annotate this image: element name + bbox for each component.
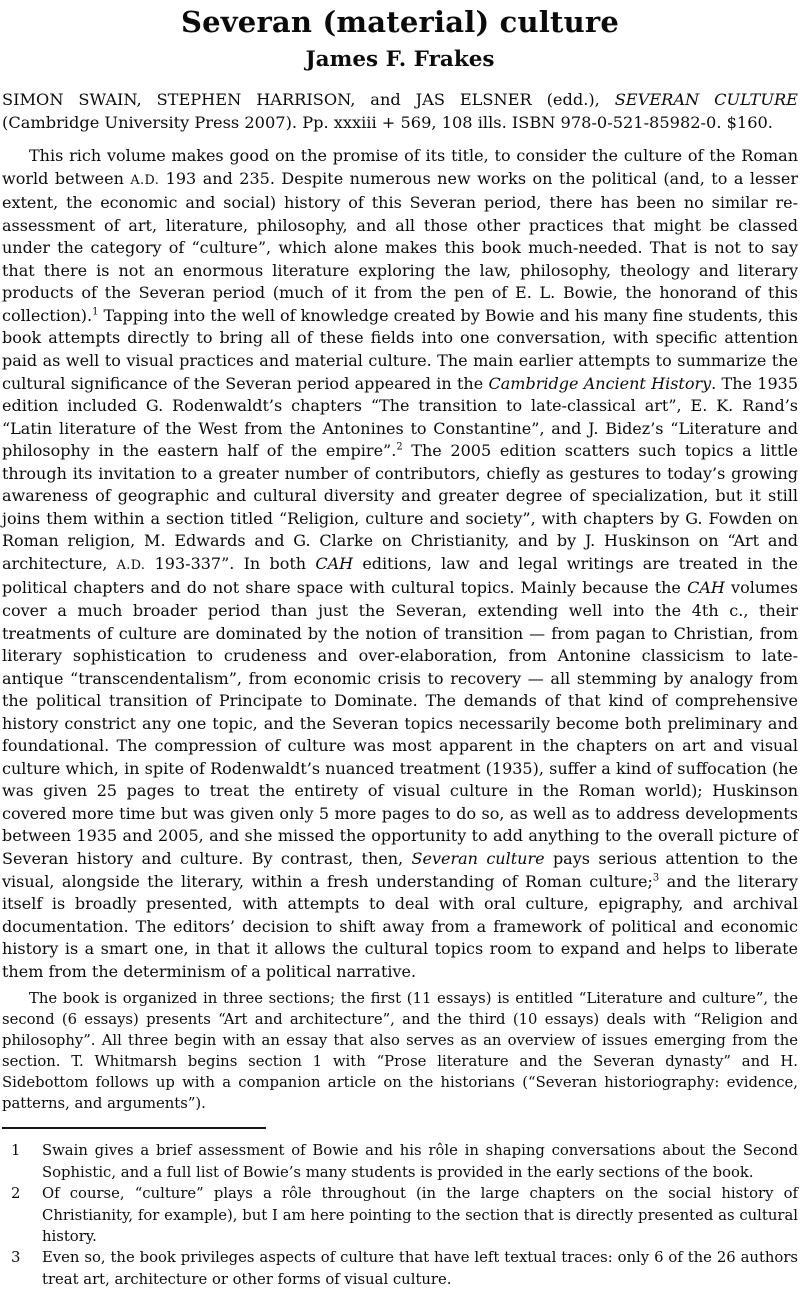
footnote-number: 2 (11, 1185, 21, 1203)
footnote-text: Even so, the book privileges aspects of culture that have left textual traces: only 6 of the 26 authors treat art, architecture or other forms of visual culture. (42, 1249, 798, 1288)
footnotes-section (2, 1140, 798, 1290)
review-paragraph: This rich volume makes good on the promise of its title, to consider the culture of the Roman world between A.D. 193 and 235. Despite numerous new works on the political (and, to a lesser extent, the economic and social) history of this Severan period, there has been no similar re-assessment of art, literature, philosophy, and all those other practices that might be classed under the category of “culture”, which alone makes this book much-needed. That is not to say that there is not an enormous literature exploring the law, philosophy, theology and literary products of the Severan period (much of it from the pen of E. L. Bowie, the honorand of this collection).$^1$ Tapping into the well of knowledge created by Bowie and his many fine students, this book attempts directly to bring all of these fields into one conversation, with specific attention paid as well to visual practices and material culture. The main earlier attempts to summarize the cultural significance of the Severan period appeared in the Cambridge Ancient History. The 1935 edition included G. Rodenwaldt’s chapters “The transition to late-classical art”, E. K. Rand’s “Latin literature of the West from the Antonines to Constantine”, and J. Bidez’s “Literature and philosophy in the eastern half of the empire”.$^2$ The 2005 edition scatters such topics a little through its invitation to a greater number of contributors, chiefly as gestures to today’s growing awareness of geographic and cultural diversity and greater degree of specialization, but it still joins them within a section titled “Religion, culture and society”, with chapters by G. Fowden on Roman religion, M. Edwards and G. Clarke on Christianity, and by J. Huskinson on “Art and architecture, A.D. 193-337”. In both CAH editions, law and legal writings are treated in the political chapters and do not share space with cultural topics. Mainly because the CAH volumes cover a much broader period than just the Severan, extending well into the 4th c., their treatments of culture are dominated by the notion of transition — from pagan to Christian, from literary sophistication to crudeness and over-elaboration, from Antonine classicism to late-antique “transcendentalism”, from economic crisis to recovery — all stemming by analogy from the political transition of Principate to Dominate. The demands of that kind of comprehensive history constrict any one topic, and the Severan topics necessarily become both preliminary and foundational. The compression of culture was most apparent in the chapters on art and visual culture which, in spite of Rodenwaldt’s nuanced treatment (1935), suffer a kind of suffocation (he was given 25 pages to treat the entirety of visual culture in the Roman world); Huskinson covered more time but was given only 5 more pages to do so, as well as to address developments between 1935 and 2005, and she missed the opportunity to add anything to the overall picture of Severan history and culture. By contrast, then, Severan culture pays serious attention to the visual, alongside the literary, within a fresh understanding of Roman culture;$^3$ and the literary itself is broadly presented, with attempts to deal with oral culture, epigraphy, and archival documentation. The editors’ decision to shift away from a framework of political and economic history is a smart one, in that it allows the cultural topics room to expand and helps to liberate them from the determinism of a political narrative. (2, 146, 799, 981)
footnote-marker: 3 (652, 872, 660, 884)
footnote-text: Of course, “culture” plays a rôle throughout (in the large chapters on the social history of Christianity, for example), but I am here pointing to the section that is directly presented as cultural history. (42, 1185, 798, 1245)
footnote-3 (2, 1247, 798, 1290)
footnote-marker: 2 (396, 441, 403, 453)
footnote-1 (2, 1140, 798, 1183)
book-citation: SIMON SWAIN, STEPHEN HARRISON, and JAS ELSNER (edd.), SEVERAN CULTURE (Cambridge University Press 2007). Pp. xxxiii + 569, 108 ills. ISBN 978-0-521-85982-0. $160. (2, 90, 798, 133)
article-title: Severan (material) culture (180, 5, 620, 39)
footnote-number: 3 (11, 1249, 21, 1267)
footnote-text: Swain gives a brief assessment of Bowie and his rôle in shaping conversations about the Second Sophistic, and a full list of Bowie’s many students is provided in the early sections of the book. (42, 1142, 798, 1181)
footnote-marker: 1 (92, 306, 99, 318)
footnote-2 (2, 1183, 798, 1247)
organization-paragraph: The book is organized in three sections; the first (11 essays) is entitled “Literature and culture”, the second (6 essays) presents “Art and architecture”, and the third (10 essays) deals with “Religion and philosophy”. All three begin with an essay that also serves as an overview of issues emerging from the section. T. Whitmarsh begins section 1 with “Prose literature and the Severan dynasty” and H. Sidebottom follows up with a companion article on the historians (“Severan historiography: evidence, patterns, and arguments”). (2, 990, 798, 1113)
footnote-separator-rule (2, 1127, 266, 1129)
footnote-number: 1 (11, 1142, 21, 1160)
article-author: James F. Frakes (305, 47, 495, 73)
